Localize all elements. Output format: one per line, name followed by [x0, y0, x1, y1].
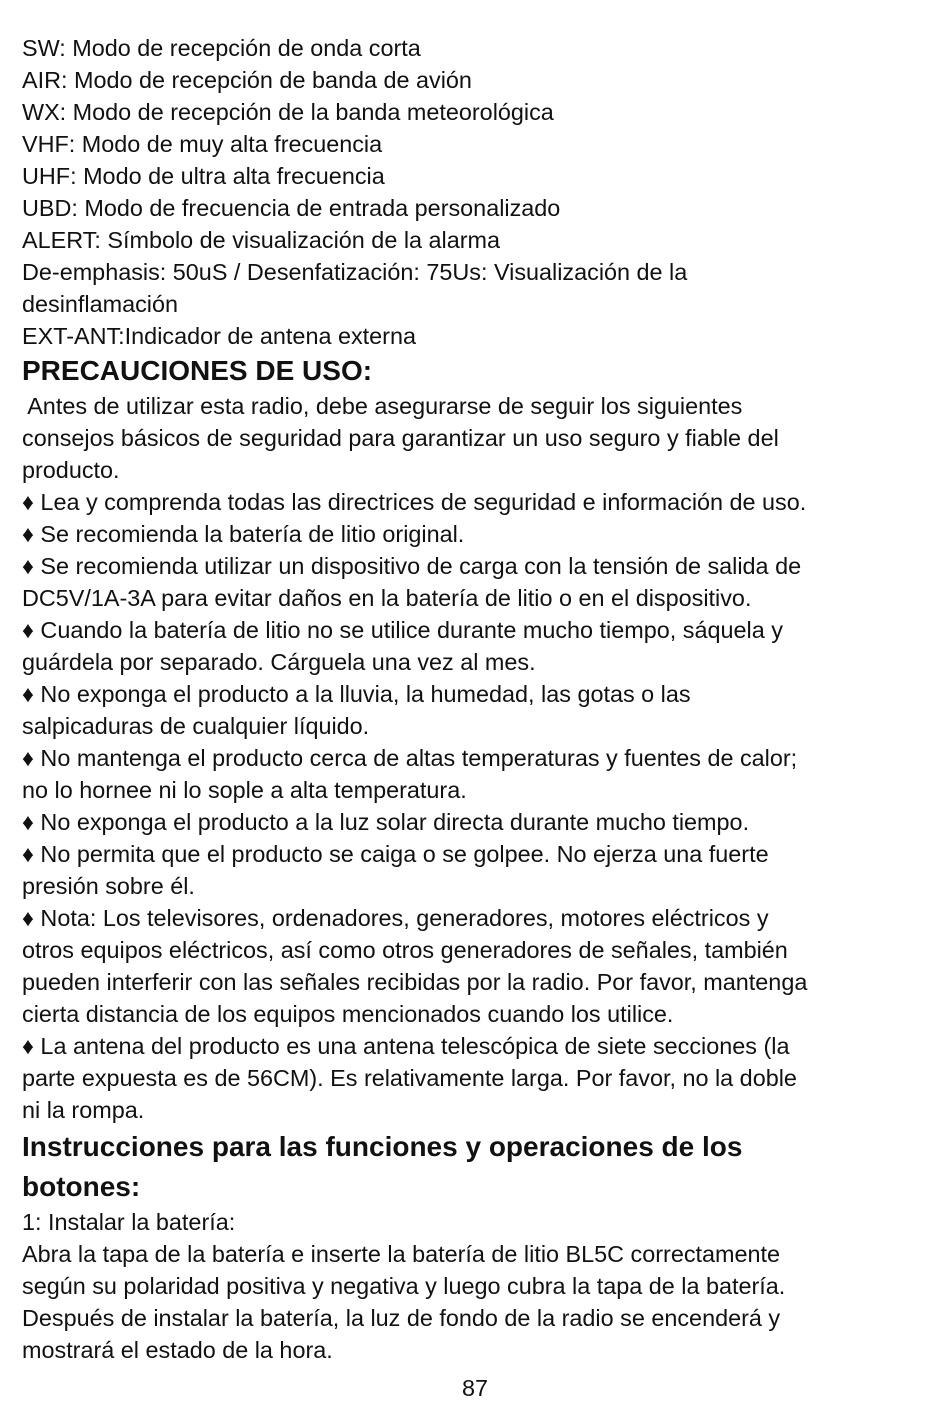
precaution-line: ♦ Se recomienda la batería de litio original.	[22, 521, 465, 547]
precaution-line: DC5V/1A-3A para evitar daños en la batería de litio o en el dispositivo.	[22, 585, 752, 611]
mode-line-deemphasis: De-emphasis: 50uS / Desenfatización: 75Us: Visualización de la	[22, 259, 688, 285]
page-number: 87	[461, 1375, 489, 1401]
precaution-line: ♦ Se recomienda utilizar un dispositivo de carga con la tensión de salida de	[22, 553, 802, 579]
precaution-line: ni la rompa.	[22, 1097, 145, 1123]
mode-list	[22, 32, 922, 352]
precaution-line: guárdela por separado. Cárguela una vez al mes.	[22, 649, 536, 675]
instruction-line: según su polaridad positiva y negativa y luego cubra la tapa de la batería.	[22, 1273, 786, 1299]
mode-line-alert: ALERT: Símbolo de visualización de la alarma	[22, 227, 501, 253]
mode-line-vhf: VHF: Modo de muy alta frecuencia	[22, 131, 383, 157]
instruction-line: Después de instalar la batería, la luz de fondo de la radio se encenderá y	[22, 1305, 781, 1331]
precaution-line: cierta distancia de los equipos mencionados cuando los utilice.	[22, 1001, 674, 1027]
instructions-body	[22, 1206, 922, 1366]
precaution-line: ♦ Lea y comprenda todas las directrices de seguridad e información de uso.	[22, 489, 807, 515]
mode-line-wx: WX: Modo de recepción de la banda meteorológica	[22, 99, 554, 125]
precaution-line: ♦ Cuando la batería de litio no se utilice durante mucho tiempo, sáquela y	[22, 617, 783, 643]
instruction-line: Abra la tapa de la batería e inserte la batería de litio BL5C correctamente	[22, 1241, 781, 1267]
instructions-heading-line2: botones:	[22, 1171, 141, 1202]
precautions-body	[22, 390, 922, 1126]
instructions-heading-line1: Instrucciones para las funciones y operaciones de los	[22, 1131, 743, 1162]
precaution-line: consejos básicos de seguridad para garantizar un uso seguro y fiable del	[22, 425, 779, 451]
mode-line-sw: SW: Modo de recepción de onda corta	[22, 35, 421, 61]
precaution-line: ♦ No permita que el producto se caiga o se golpee. No ejerza una fuerte	[22, 841, 769, 867]
precaution-line: pueden interferir con las señales recibidas por la radio. Por favor, mantenga	[22, 969, 808, 995]
precaution-line: ♦ No exponga el producto a la lluvia, la humedad, las gotas o las	[22, 681, 691, 707]
precaution-line: ♦ Nota: Los televisores, ordenadores, generadores, motores eléctricos y	[22, 905, 769, 931]
precaution-line: ♦ No mantenga el producto cerca de altas temperaturas y fuentes de calor;	[22, 745, 798, 771]
mode-line-deemphasis-cont: desinflamación	[22, 291, 179, 317]
precaution-line: ♦ No exponga el producto a la luz solar directa durante mucho tiempo.	[22, 809, 750, 835]
precaution-line: otros equipos eléctricos, así como otros generadores de señales, también	[22, 937, 788, 963]
precaution-line: no lo hornee ni lo sople a alta temperatura.	[22, 777, 467, 803]
document-page	[22, 32, 922, 1366]
mode-line-ubd: UBD: Modo de frecuencia de entrada personalizado	[22, 195, 561, 221]
precaution-line: producto.	[22, 457, 120, 483]
instruction-line: mostrará el estado de la hora.	[22, 1337, 333, 1363]
instruction-line: 1: Instalar la batería:	[22, 1209, 236, 1235]
mode-line-uhf: UHF: Modo de ultra alta frecuencia	[22, 163, 385, 189]
mode-line-air: AIR: Modo de recepción de banda de avión	[22, 67, 472, 93]
mode-line-ext-ant: EXT-ANT:Indicador de antena externa	[22, 323, 416, 349]
precaution-line: Antes de utilizar esta radio, debe asegurarse de seguir los siguientes	[22, 393, 743, 419]
precaution-line: presión sobre él.	[22, 873, 195, 899]
precaution-line: salpicaduras de cualquier líquido.	[22, 713, 370, 739]
precaution-line: parte expuesta es de 56CM). Es relativamente larga. Por favor, no la doble	[22, 1065, 797, 1091]
precautions-heading: PRECAUCIONES DE USO:	[22, 355, 373, 386]
precaution-line: ♦ La antena del producto es una antena telescópica de siete secciones (la	[22, 1033, 790, 1059]
